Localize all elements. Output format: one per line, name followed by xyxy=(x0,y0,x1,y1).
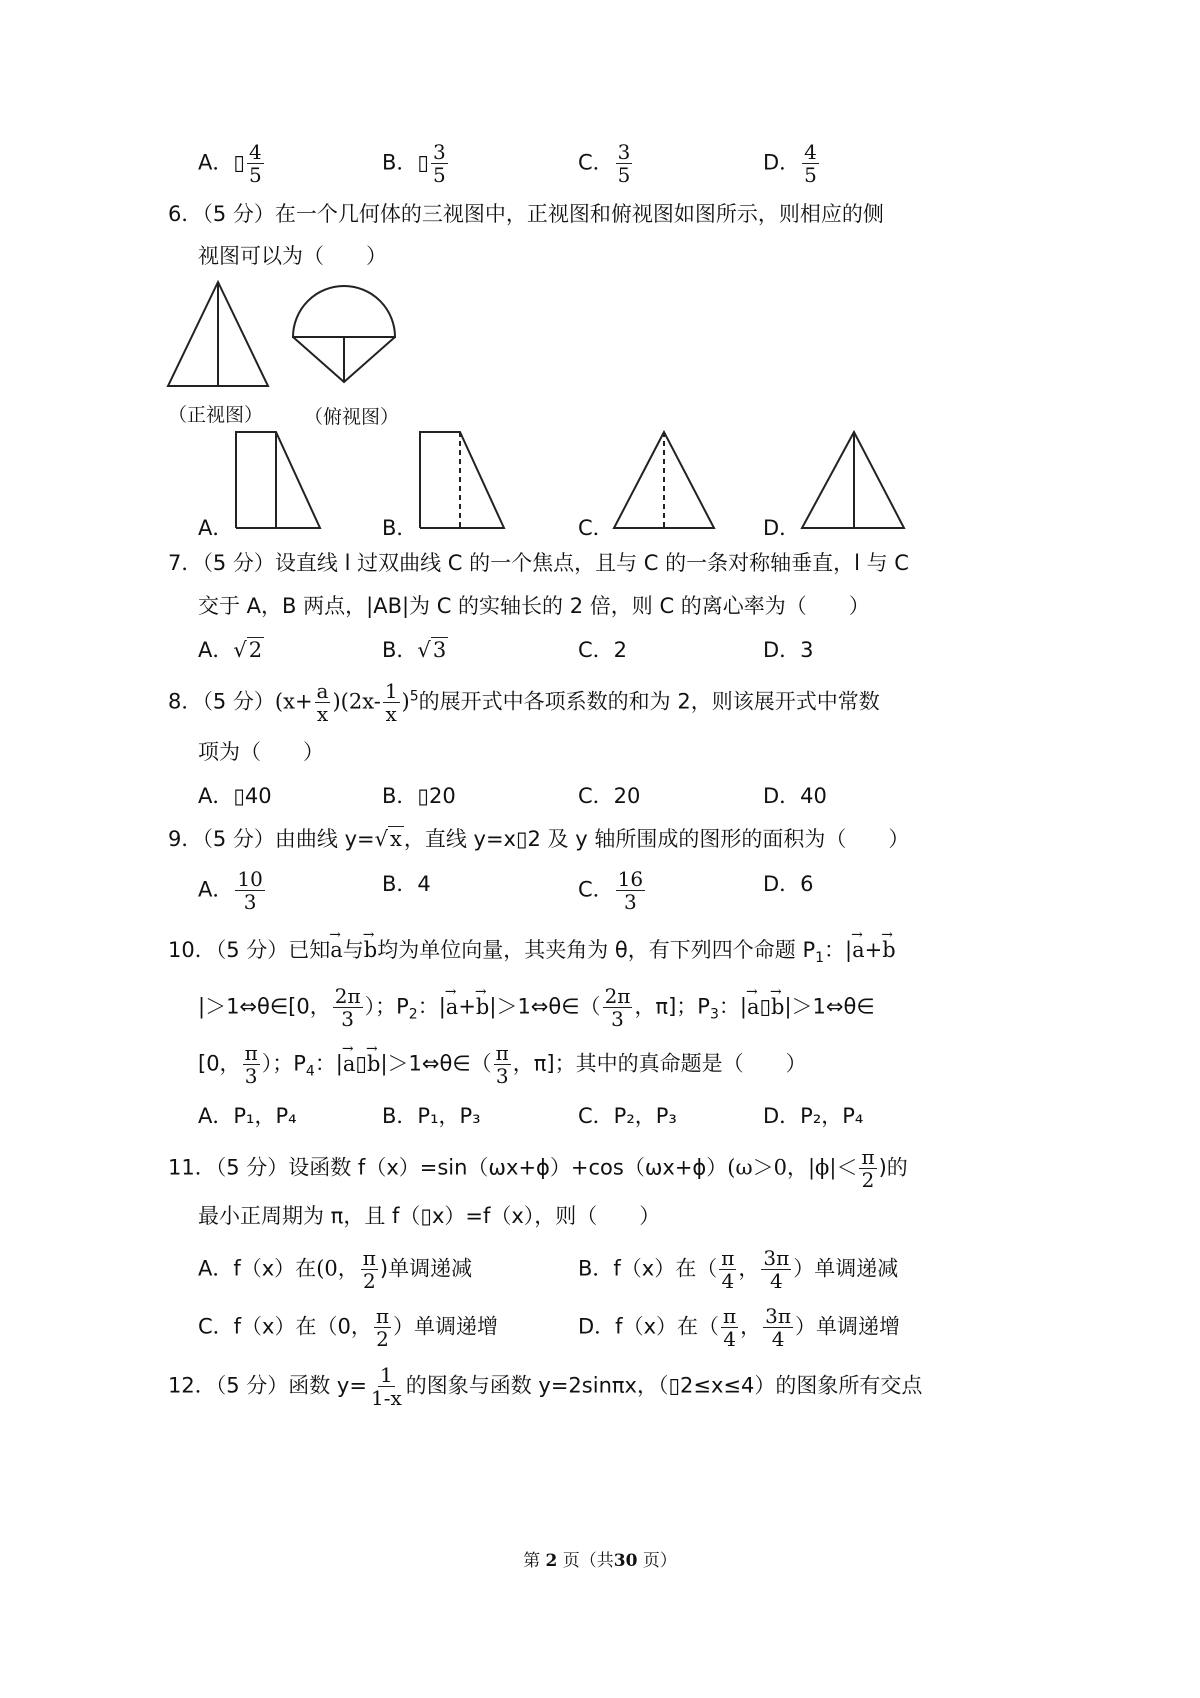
q6-option-c-figure xyxy=(612,430,722,532)
q12-line1: 12．（5 分）函数 y= $\frac{1}{1-x}$ 的图象与函数 y=2sinπx，（▯2≤x≤4）的图象所有交点 xyxy=(168,1363,923,1410)
q6-option-d-label: D． xyxy=(763,516,801,540)
q5-option-a: A．▯ $\frac{4}{5}$ xyxy=(198,140,262,187)
q8-line2: 项为（ ） xyxy=(198,740,324,764)
q10-option-b: B．P₁，P₃ xyxy=(382,1104,481,1128)
q10-line2: |＞1⇔θ∈[0， $\frac{2\pi}{3}$ ）；$P_2$：|→ a+→ b|＞1⇔θ∈（ $\frac{2\pi}{3}$ ，π]；$P_3$：|→ a▯→ b|＞1⇔θ∈ xyxy=(198,985,875,1031)
q7-option-a: A．√2 xyxy=(198,638,263,662)
q8-option-b: B．▯20 xyxy=(382,784,456,808)
q9-option-b: B．4 xyxy=(382,872,431,896)
q6-option-b-figure xyxy=(418,430,508,532)
q10-line3: [0， $\frac{\pi}{3}$ ）；$P_4$：|→ a▯→ b|＞1⇔θ∈（ $\frac{\pi}{3}$ ，π]；其中的真命题是（ ） xyxy=(198,1042,807,1088)
q10-option-a: A．P₁，P₄ xyxy=(198,1104,297,1128)
q5-option-c: C． $\frac{3}{5}$ xyxy=(578,140,631,187)
q5-option-d: D． $\frac{4}{5}$ xyxy=(763,140,817,187)
q10-option-c: C．P₂，P₃ xyxy=(578,1104,677,1128)
q8-option-d: D．40 xyxy=(763,784,827,808)
q8-option-a: A．▯40 xyxy=(198,784,272,808)
q7-line1: 7．（5 分）设直线 l 过双曲线 C 的一个焦点，且与 C 的一条对称轴垂直，l 与 C xyxy=(168,551,909,575)
page-number: 2 xyxy=(545,1551,558,1571)
q11-option-a: A．f（x）在(0， $\frac{\pi}{2}$ )单调递减 xyxy=(198,1246,473,1293)
total-pages: 30 xyxy=(613,1551,638,1571)
q6-option-d-figure xyxy=(800,430,910,532)
q6-option-c-label: C． xyxy=(578,516,614,540)
q6-option-a-label: A． xyxy=(198,516,234,540)
q5-option-b: B．▯ $\frac{3}{5}$ xyxy=(382,140,446,187)
q6-line1: 6．（5 分）在一个几何体的三视图中，正视图和俯视图如图所示，则相应的侧 xyxy=(168,202,884,226)
q10-option-d: D．P₂，P₄ xyxy=(763,1104,864,1128)
q9-option-c: C． $\frac{16}{3}$ xyxy=(578,867,644,914)
q8-option-c: C．20 xyxy=(578,784,641,808)
q7-option-d: D．3 xyxy=(763,638,814,662)
front-view-caption: （正视图） xyxy=(168,404,264,426)
q7-option-b: B．√3 xyxy=(382,638,447,662)
q9-line1: 9．（5 分）由曲线 y=√x，直线 y=x▯2 及 y 轴所围成的图形的面积为（ ） xyxy=(168,827,910,851)
top-view-figure xyxy=(286,278,406,390)
top-view-caption: （俯视图） xyxy=(304,406,400,428)
q11-option-b: B．f（x）在（ $\frac{\pi}{4}$ ， $\frac{3\pi}{4}$ ）单调递减 xyxy=(578,1246,899,1293)
q10-line1: 10．（5 分）已知→ a与→ b均为单位向量，其夹角为 θ，有下列四个命题 $P_1$：|→ a+→ b xyxy=(168,934,896,974)
q7-option-c: C．2 xyxy=(578,638,628,662)
q6-option-b-label: B． xyxy=(382,516,418,540)
q11-option-d: D．f（x）在（ $\frac{\pi}{4}$ ， $\frac{3\pi}{4}$ ）单调递增 xyxy=(578,1304,901,1351)
q11-line2: 最小正周期为 π，且 f（▯x）=f（x），则（ ） xyxy=(198,1204,661,1228)
q9-option-d: D．6 xyxy=(763,872,814,896)
q11-line1: 11．（5 分）设函数 f（x）=sin（ωx+ϕ）+cos（ωx+ϕ）(ω＞0，|ϕ|＜ $\frac{\pi}{2}$ )的 xyxy=(168,1145,908,1192)
front-view-figure xyxy=(160,280,290,392)
q9-option-a: A． $\frac{10}{3}$ xyxy=(198,867,263,914)
q6-option-a-figure xyxy=(234,430,324,532)
q6-line2: 视图可以为（ ） xyxy=(198,244,387,268)
q8-line1: 8．（5 分）(x+ $\frac{a}{x}$ )(2x- $\frac{1}{x}$ )$^5$的展开式中各项系数的和为 2，则该展开式中常数 xyxy=(168,679,880,726)
q7-line2: 交于 A，B 两点，|AB|为 C 的实轴长的 2 倍，则 C 的离心率为（ ） xyxy=(198,594,870,618)
q11-option-c: C．f（x）在（0， $\frac{\pi}{2}$ ）单调递增 xyxy=(198,1304,499,1351)
page-footer: 第 2 页（共30 页） xyxy=(523,1551,677,1571)
